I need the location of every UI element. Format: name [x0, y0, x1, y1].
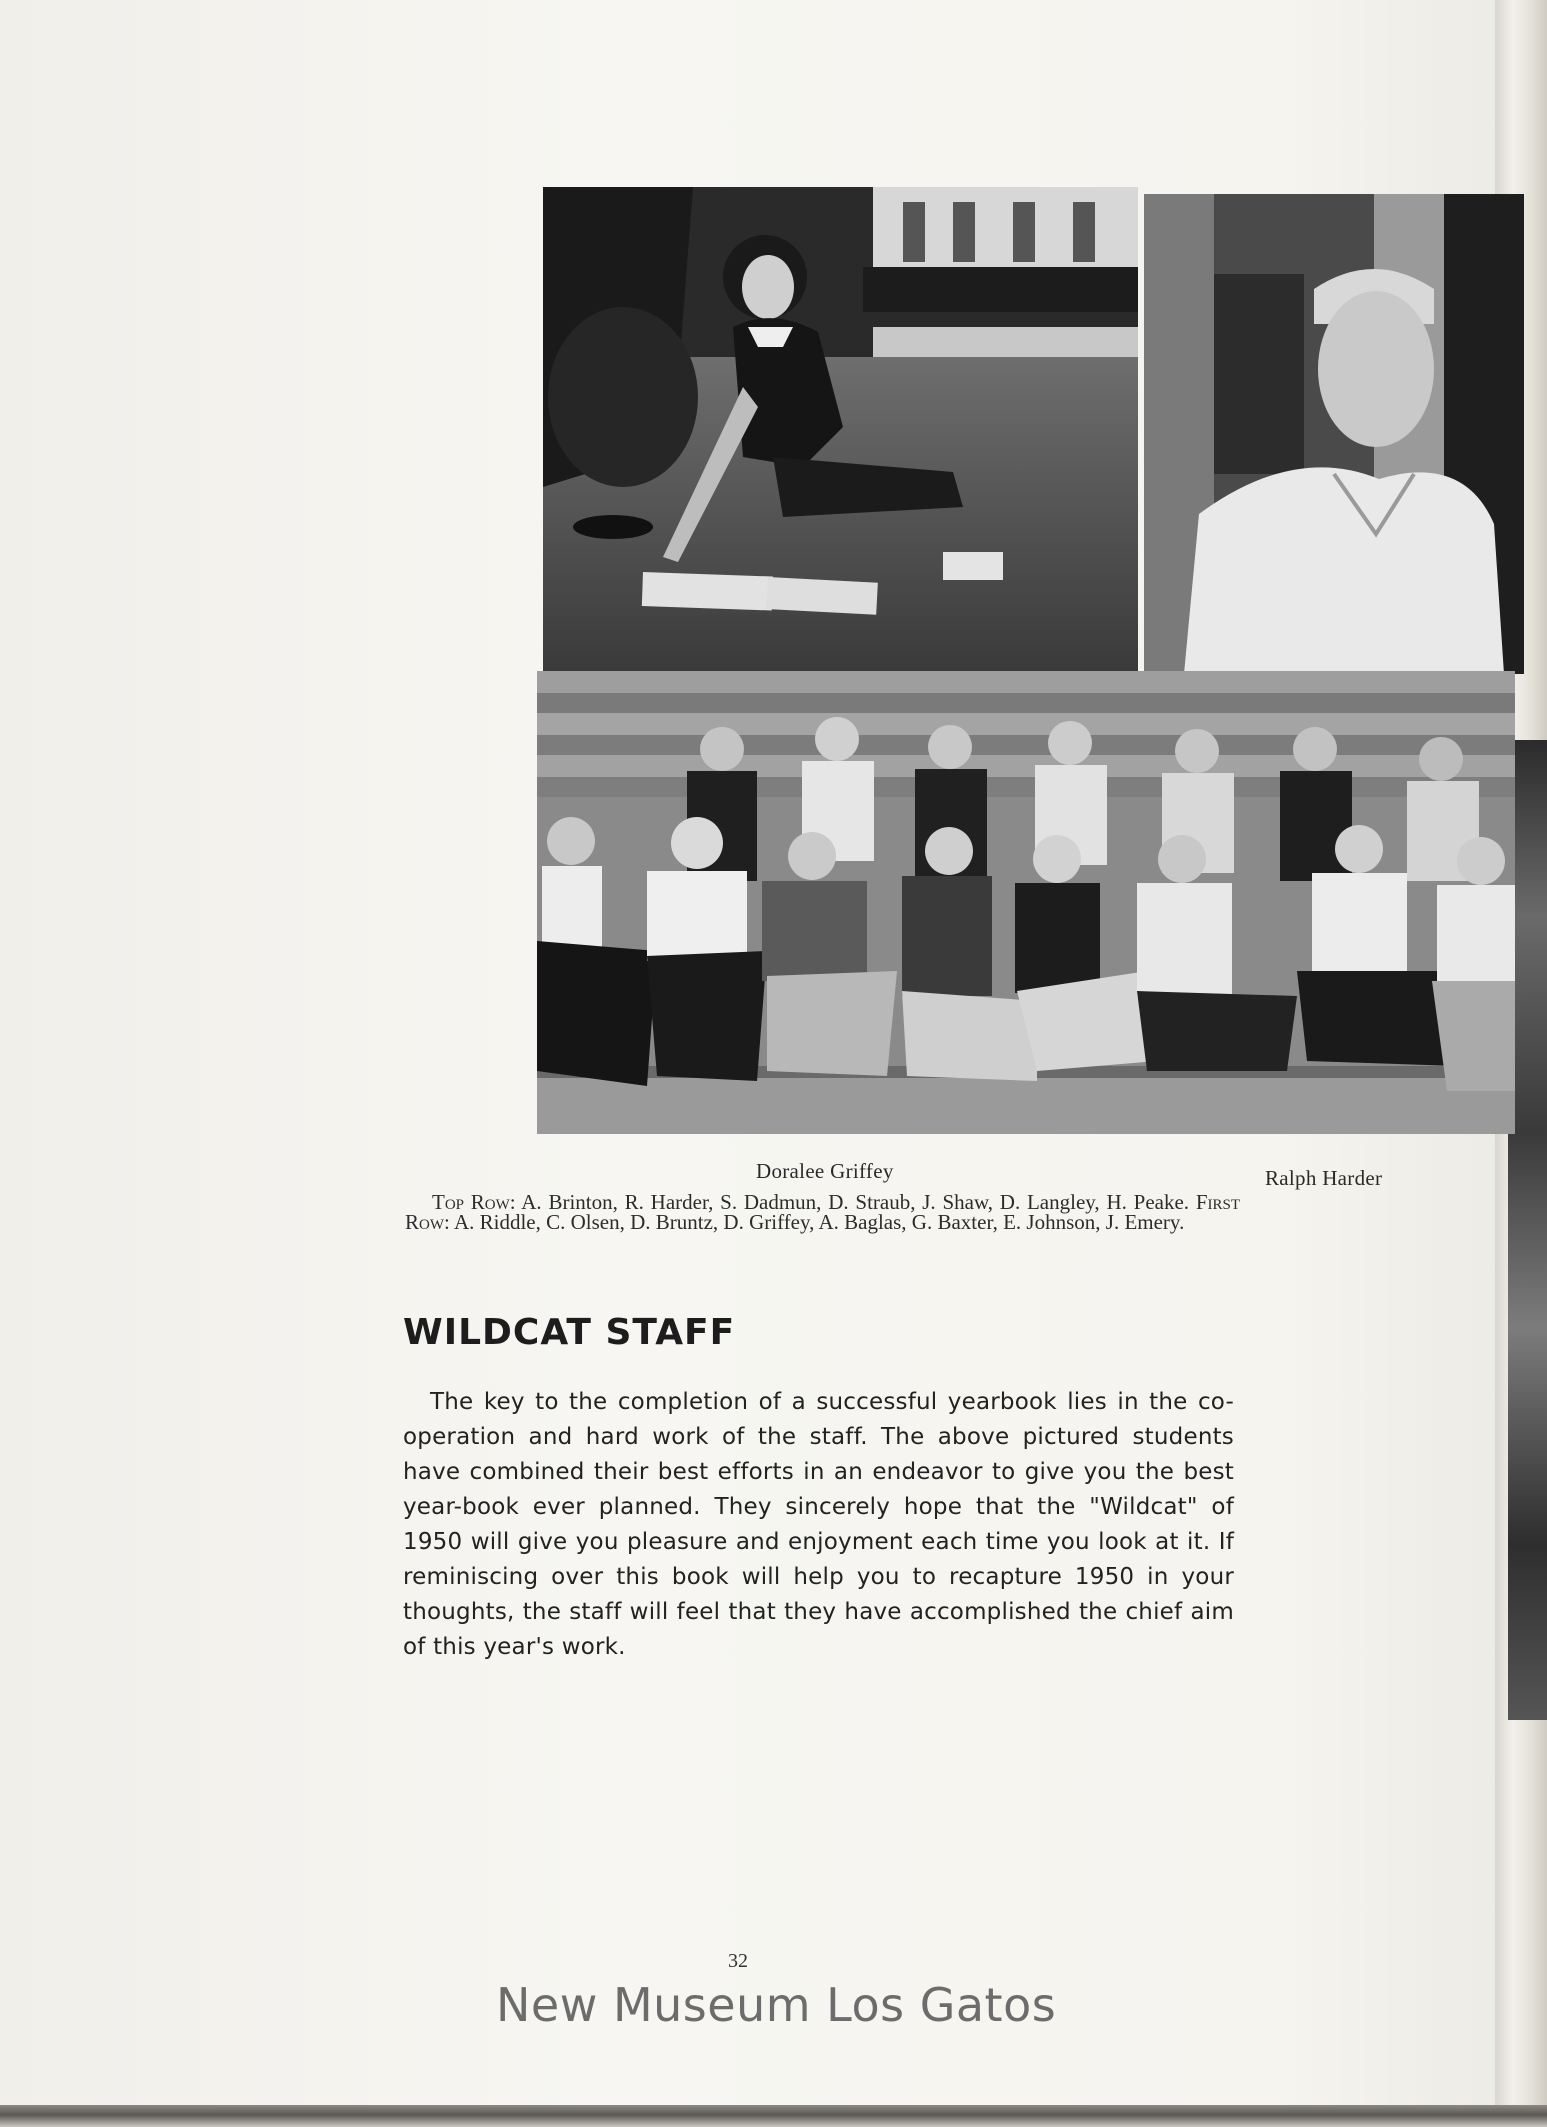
group-photo-caption	[405, 1192, 1240, 1232]
first-row-names: A. Riddle, C. Olsen, D. Bruntz, D. Griffey, A. Baglas, G. Baxter, E. Johnson, J. Emery.	[453, 1210, 1185, 1234]
page-number: 32	[728, 1950, 748, 1972]
section-body: The key to the completion of a successful yearbook lies in the co-operation and hard work of the staff. The above pictured students have combined their best efforts in an endeavor to give you the best year-book ever planned. They sincerely hope that the "Wildcat" of 1950 will give you pleasure and enjoyment each time you look at it. If reminiscing over this book will help you to recapture 1950 in your thoughts, the staff will feel that they have accomplished the chief aim of this year's work.	[403, 1389, 1234, 1660]
section-title: WILDCAT STAFF	[403, 1312, 736, 1353]
photo-girl-on-lawn	[543, 187, 1138, 671]
photo-staff-group	[537, 671, 1515, 1134]
top-row-names: A. Brinton, R. Harder, S. Dadmun, D. Straub, J. Shaw, D. Langley, H. Peake.	[521, 1190, 1190, 1214]
top-row-label: Top Row:	[432, 1190, 516, 1214]
watermark: New Museum Los Gatos	[496, 1978, 1057, 2032]
caption-doralee-griffey: Doralee Griffey	[756, 1159, 894, 1183]
photo-boy-portrait	[1144, 194, 1524, 674]
caption-ralph-harder: Ralph Harder	[1265, 1166, 1383, 1190]
first-row-label: First Row:	[405, 1190, 1240, 1234]
page-bottom-edge	[0, 2105, 1547, 2127]
